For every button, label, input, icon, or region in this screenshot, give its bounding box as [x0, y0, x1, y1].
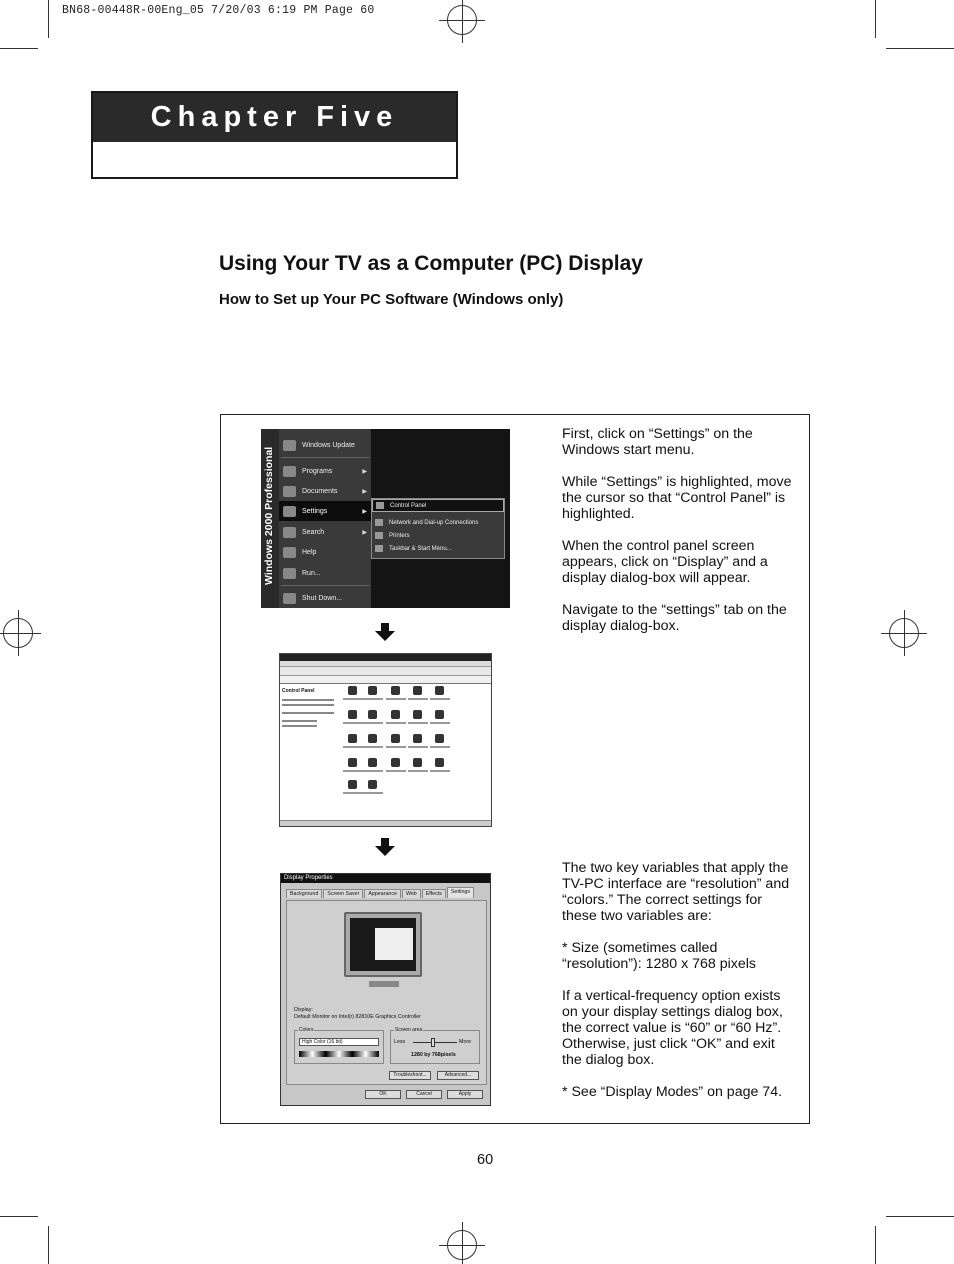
crop-mark	[48, 1226, 49, 1264]
applet-label	[363, 722, 383, 724]
toolbar	[280, 667, 491, 676]
applet-label	[408, 746, 428, 748]
programs-icon	[283, 466, 296, 477]
more-label: More	[459, 1039, 472, 1045]
crop-mark	[886, 48, 954, 49]
shutdown-icon	[283, 593, 296, 604]
applet-label	[343, 792, 363, 794]
registration-mark-icon	[889, 618, 919, 648]
display-properties-screenshot	[280, 873, 491, 1106]
instruction-paragraph: When the control panel screen appears, click on “Display” and a display dialog-box will appear.	[562, 538, 768, 586]
registration-mark-icon	[3, 618, 33, 648]
dialog-tabs	[286, 889, 475, 898]
control-panel-applet-icon[interactable]	[413, 686, 422, 695]
registration-mark-icon	[447, 1230, 477, 1260]
applet-label	[430, 770, 450, 772]
arrow-down-icon	[375, 623, 395, 641]
chevron-right-icon: ▶	[362, 508, 367, 515]
text-line	[282, 720, 317, 722]
advanced-button[interactable]: Advanced...	[437, 1071, 479, 1080]
applet-label	[386, 698, 406, 700]
taskbar-icon	[375, 545, 383, 552]
control-panel-applet-icon[interactable]	[348, 780, 357, 789]
status-bar	[280, 820, 491, 826]
menu-item-programs[interactable]: Programs ▶	[279, 461, 371, 481]
monitor-stand	[369, 981, 399, 987]
crop-mark	[886, 1216, 954, 1217]
applet-label	[363, 792, 383, 794]
applet-label	[430, 746, 450, 748]
text-line	[282, 699, 334, 701]
chevron-right-icon: ▶	[362, 488, 367, 495]
applet-label	[386, 770, 406, 772]
menu-item-shut-down[interactable]: Shut Down...	[279, 588, 371, 608]
menu-item-windows-update[interactable]: Windows Update	[279, 435, 371, 455]
colors-group	[294, 1027, 384, 1064]
page-number: 60	[477, 1152, 494, 1168]
submenu-item-network[interactable]: Network and Dial-up Connections	[372, 516, 504, 529]
colors-label: Colors	[299, 1027, 314, 1033]
crop-mark	[48, 0, 49, 38]
arrow-down-icon	[375, 838, 395, 856]
control-panel-icon	[376, 502, 384, 509]
control-panel-applet-icon[interactable]	[391, 734, 400, 743]
control-panel-applet-icon[interactable]	[348, 686, 357, 695]
ok-button[interactable]: OK	[365, 1090, 401, 1099]
instruction-paragraph: If a vertical-frequency option exists on your display settings dialog box, the correct value is “60” or “60 Hz”. Otherwise, just click “OK” and exit the dialog box.	[562, 988, 783, 1068]
crop-mark	[875, 0, 876, 38]
applet-label	[363, 770, 383, 772]
display-label: Display:	[294, 1007, 313, 1013]
tab-effects[interactable]: Effects	[422, 889, 446, 898]
text-line	[282, 712, 334, 714]
monitor-preview-icon	[344, 912, 422, 977]
instructions-bottom	[562, 860, 798, 1116]
applet-label	[343, 770, 363, 772]
network-icon	[375, 519, 383, 526]
control-panel-applet-icon[interactable]	[435, 758, 444, 767]
dialog-title: Display Properties	[281, 874, 490, 883]
applet-label	[363, 698, 383, 700]
applet-label	[430, 722, 450, 724]
control-panel-applet-icon[interactable]	[413, 758, 422, 767]
colors-select[interactable]: High Color (16 bit)	[299, 1038, 379, 1046]
applet-label	[386, 746, 406, 748]
crop-mark	[0, 48, 38, 49]
tab-web[interactable]: Web	[402, 889, 421, 898]
page-title: Using Your TV as a Computer (PC) Display	[219, 252, 643, 275]
folder-icon	[283, 486, 296, 497]
menu-item-settings[interactable]: Settings ▶	[279, 501, 371, 521]
slider-thumb[interactable]	[431, 1038, 435, 1047]
start-menu-screenshot	[261, 429, 510, 608]
control-panel-applet-icon[interactable]	[391, 758, 400, 767]
control-panel-applet-icon[interactable]	[348, 710, 357, 719]
globe-icon	[283, 440, 296, 451]
help-icon	[283, 547, 296, 558]
settings-icon	[283, 506, 296, 517]
chapter-title: Chapter Five	[150, 101, 399, 133]
control-panel-applet-icon[interactable]	[413, 734, 422, 743]
applet-label	[386, 722, 406, 724]
chevron-right-icon: ▶	[362, 468, 367, 475]
display-value: Default Monitor on Intel(r) 82810E Graphics Controller	[294, 1014, 421, 1020]
troubleshoot-button[interactable]: Troubleshoot...	[389, 1071, 431, 1080]
menu-item-documents[interactable]: Documents ▶	[279, 481, 371, 501]
text-line	[282, 704, 334, 706]
instruction-paragraph: The two key variables that apply the TV-PC interface are “resolution” and “colors.” The correct settings for these two variables are:	[562, 860, 790, 924]
color-gradient-preview	[299, 1051, 379, 1057]
address-bar	[280, 676, 491, 684]
crop-mark	[875, 1226, 876, 1264]
control-panel-applet-icon[interactable]	[435, 734, 444, 743]
applet-label	[343, 746, 363, 748]
printer-icon	[375, 532, 383, 539]
screen-area-slider[interactable]	[413, 1042, 457, 1043]
control-panel-applet-icon[interactable]	[368, 734, 377, 743]
control-panel-applet-icon[interactable]	[368, 780, 377, 789]
screen-area-value: 1280 by 768pixels	[411, 1052, 456, 1058]
chapter-band	[93, 93, 456, 142]
menu-item-search[interactable]: Search ▶	[279, 522, 371, 542]
control-panel-applet-icon[interactable]	[435, 710, 444, 719]
control-panel-applet-icon[interactable]	[391, 710, 400, 719]
crop-mark	[0, 1216, 38, 1217]
instruction-paragraph: While “Settings” is highlighted, move the cursor so that “Control Panel” is highlighted.	[562, 474, 792, 522]
search-icon	[283, 527, 296, 538]
control-panel-applet-icon[interactable]	[413, 710, 422, 719]
settings-submenu	[371, 498, 505, 559]
control-panel-screenshot	[279, 653, 492, 827]
start-menu-banner	[261, 429, 279, 608]
page-subtitle: How to Set up Your PC Software (Windows only)	[219, 291, 564, 308]
settings-tab-body	[286, 900, 487, 1085]
applet-label	[363, 746, 383, 748]
applet-label	[343, 698, 363, 700]
applet-label	[408, 770, 428, 772]
submenu-item-control-panel[interactable]: Control Panel	[372, 499, 504, 512]
monitor-screen	[350, 918, 416, 971]
text-line	[282, 725, 317, 727]
control-panel-applet-icon[interactable]	[368, 710, 377, 719]
apply-button[interactable]: Apply	[447, 1090, 483, 1099]
control-panel-applet-icon[interactable]	[435, 686, 444, 695]
control-panel-applet-icon[interactable]	[348, 734, 357, 743]
applet-label	[408, 698, 428, 700]
menu-separator	[281, 585, 369, 586]
menu-item-run[interactable]: Run...	[279, 563, 371, 583]
control-panel-applet-icon[interactable]	[348, 758, 357, 767]
instruction-paragraph: Navigate to the “settings” tab on the display dialog-box.	[562, 602, 787, 634]
run-icon	[283, 568, 296, 579]
screen-area-group	[390, 1027, 480, 1064]
applet-label	[430, 698, 450, 700]
registration-mark-icon	[447, 5, 477, 35]
print-slug: BN68-00448R-00Eng_05 7/20/03 6:19 PM Page 60	[62, 4, 375, 17]
window-titlebar	[280, 654, 491, 661]
instruction-paragraph: * Size (sometimes called “resolution”): 1280 x 768 pixels	[562, 940, 756, 972]
screen-area-label: Screen area	[395, 1027, 423, 1033]
control-panel-applet-icon[interactable]	[391, 686, 400, 695]
chevron-right-icon: ▶	[362, 529, 367, 536]
applet-label	[408, 722, 428, 724]
tab-background[interactable]: Background	[286, 889, 322, 898]
chapter-header	[91, 91, 458, 179]
start-menu-banner-label: Windows 2000 Professional	[263, 446, 275, 585]
cancel-button[interactable]: Cancel	[406, 1090, 442, 1099]
preview-window	[375, 928, 413, 960]
tab-appearance[interactable]: Appearance	[364, 889, 401, 898]
instructions-top	[562, 426, 798, 650]
menu-separator	[281, 457, 369, 458]
applet-label	[343, 722, 363, 724]
control-panel-applet-icon[interactable]	[368, 686, 377, 695]
instruction-paragraph: * See “Display Modes” on page 74.	[562, 1084, 783, 1100]
control-panel-applet-icon[interactable]	[368, 758, 377, 767]
tab-settings[interactable]: Settings	[447, 887, 474, 898]
control-panel-heading: Control Panel	[282, 688, 315, 694]
tab-screen-saver[interactable]: Screen Saver	[323, 889, 363, 898]
instruction-paragraph: First, click on “Settings” on the Windows start menu.	[562, 426, 753, 458]
menu-item-help[interactable]: Help	[279, 542, 371, 562]
submenu-item-printers[interactable]: Printers	[372, 529, 504, 542]
control-panel-sidebar	[282, 688, 340, 798]
submenu-item-taskbar[interactable]: Taskbar & Start Menu...	[372, 542, 504, 555]
less-label: Less	[394, 1039, 406, 1045]
